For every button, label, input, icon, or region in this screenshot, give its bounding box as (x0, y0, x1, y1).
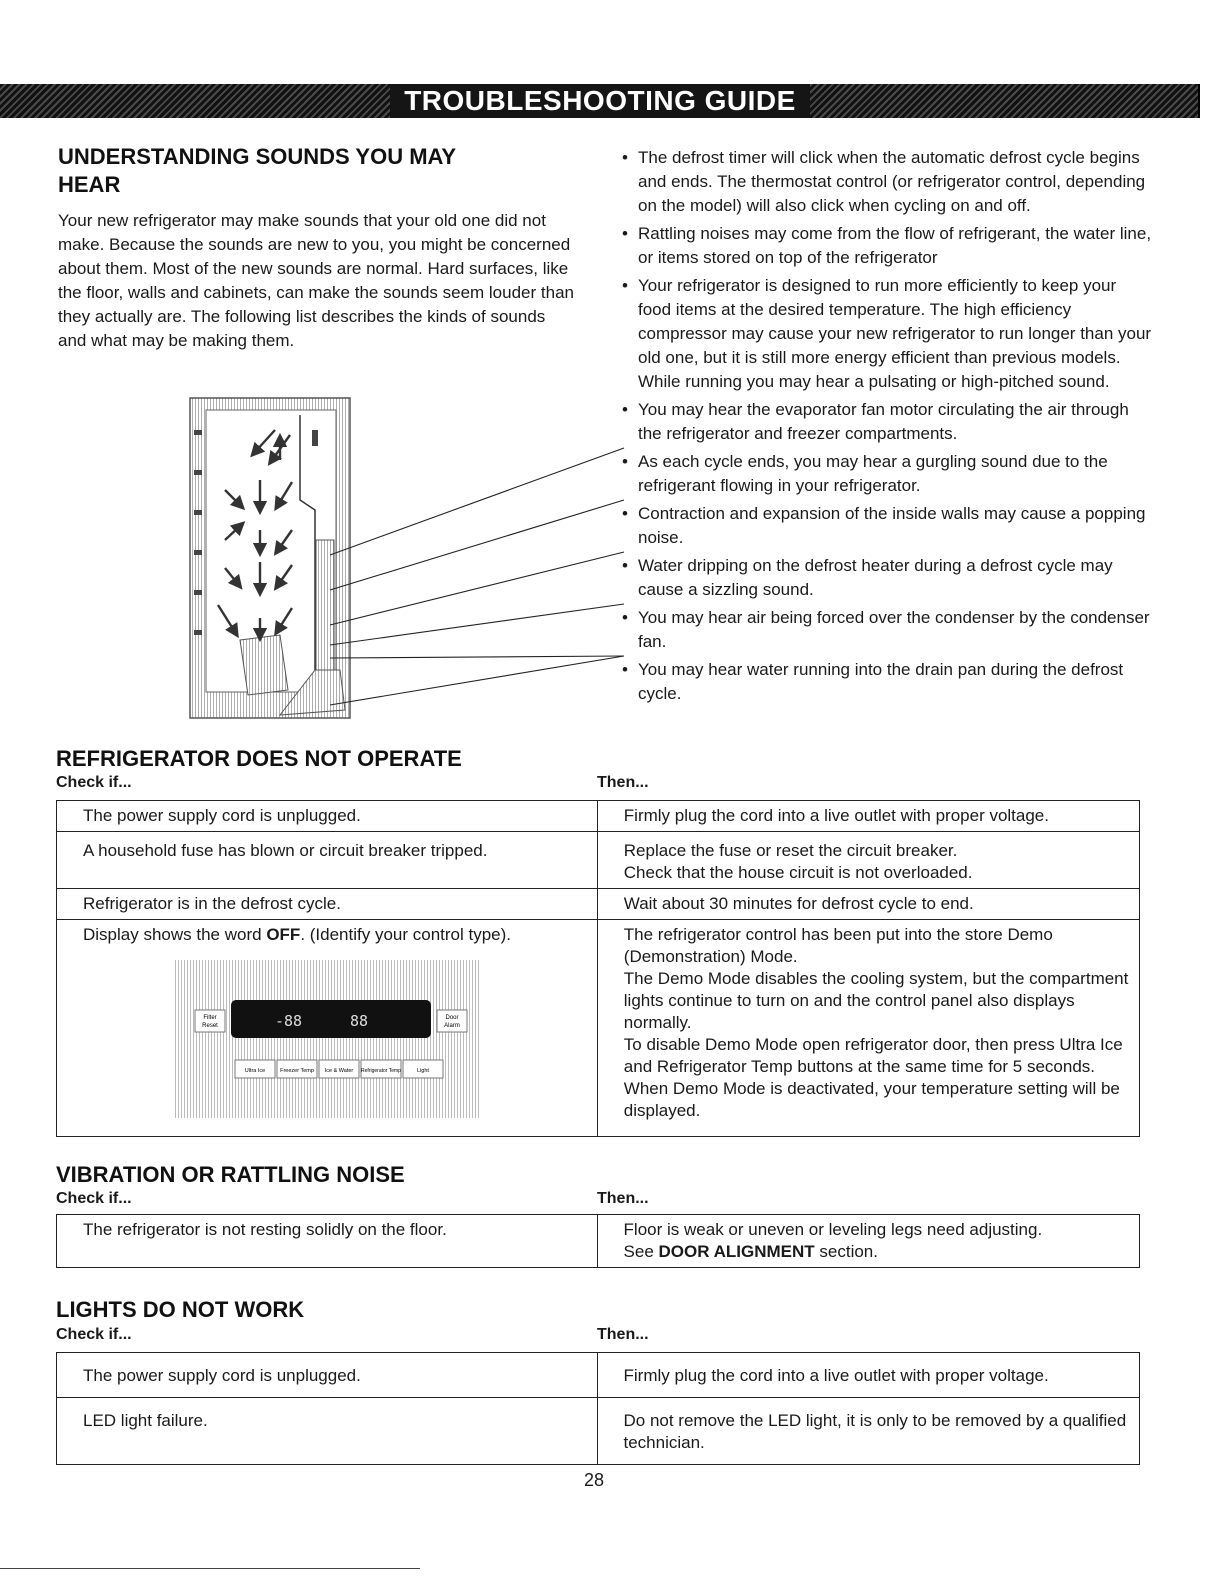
not-operate-table (56, 800, 1140, 1137)
check-cell: LED light failure. (57, 1398, 598, 1465)
reset-label: Reset (202, 1023, 218, 1029)
bullet-text: Water dripping on the defrost heater during a defrost cycle may cause a sizzling sound. (638, 556, 1113, 599)
check-cell: The refrigerator is not resting solidly on the floor. (57, 1215, 598, 1268)
freezer-temp-label: Freezer Temp (280, 1068, 314, 1074)
then-line: Replace the fuse or reset the circuit breaker. (623, 841, 958, 860)
table-row (57, 1215, 1140, 1268)
sounds-heading (58, 143, 456, 199)
then-cell: Do not remove the LED light, it is only to be removed by a qualified technician. (597, 1398, 1140, 1465)
bullet-text: Rattling noises may come from the flow of refrigerant, the water line, or items stored on top of the refrigerator (638, 224, 1152, 267)
list-item: • You may hear water running into the drain pan during the defrost cycle. (622, 660, 1124, 703)
then-cell (597, 920, 1139, 1137)
list-item: • You may hear air being forced over the condenser by the condenser fan. (622, 608, 1150, 651)
sounds-list (622, 146, 1152, 710)
then-line: The Demo Mode disables the cooling system, but the compartment lights continue to turn on and the control panel also displays normally. (623, 969, 1129, 1032)
then-line: Floor is weak or uneven or leveling legs need adjusting. (623, 1220, 1043, 1239)
bullet-text: You may hear the evaporator fan motor circulating the air through the refrigerator and freezer compartments. (638, 400, 1129, 443)
check-text: Display shows the word (83, 925, 267, 944)
light-label: Light (417, 1068, 429, 1074)
fridge-temp-label: Refrigerator Temp (361, 1068, 401, 1074)
fridge-digits: 88 (350, 1012, 369, 1030)
then-cell (597, 1215, 1139, 1268)
page-title: TROUBLESHOOTING GUIDE (390, 84, 810, 118)
off-word: OFF (266, 925, 301, 944)
then-cell: Firmly plug the cord into a live outlet with proper voltage. (597, 1353, 1140, 1398)
table-row (57, 832, 1140, 889)
then-cell (597, 801, 1139, 832)
vibration-heading: VIBRATION OR RATTLING NOISE (56, 1162, 405, 1187)
list-item: • Rattling noises may come from the flow of refrigerant, the water line, or items stored on top of the refrigerator (622, 224, 1152, 267)
check-if-label: Check if... (56, 1190, 132, 1207)
sounds-heading-line1: UNDERSTANDING SOUNDS YOU MAY (58, 144, 457, 169)
door-alignment-ref: DOOR ALIGNMENT (658, 1242, 815, 1261)
sounds-intro: Your new refrigerator may make sounds that your old one did not make. Because the sounds are new to you, you might be concerned about them. Most of the new sounds are normal. Hard surfaces, like the floor, walls and cabinets, can make the sounds seem louder than they actually are. The following list describes the kinds of sounds and what may be making them. (58, 211, 574, 350)
sounds-heading-line2: HEAR (58, 172, 121, 197)
bullet-text: Your refrigerator is designed to run more efficiently to keep your food items at the desired temperature. The high efficiency compressor may cause your new refrigerator to run longer than your old one, but it is still more energy efficient than previous models. While running you may hear a pulsating or high-pitched sound. (638, 276, 1152, 391)
vibration-table (56, 1214, 1140, 1268)
ice-water-label: Ice & Water (324, 1068, 354, 1074)
list-item: • You may hear the evaporator fan motor circulating the air through the refrigerator and freezer compartments. (622, 400, 1129, 443)
table-row (57, 1398, 1140, 1465)
bullet-text: You may hear air being forced over the condenser by the condenser fan. (638, 608, 1150, 651)
check-cell: A household fuse has blown or circuit breaker tripped. (57, 832, 598, 889)
list-item: • As each cycle ends, you may hear a gurgling sound due to the refrigerant flowing in your refrigerator. (622, 452, 1108, 495)
filter-label: Filter (203, 1015, 217, 1021)
footer-rule (0, 1568, 420, 1569)
then-cell (597, 889, 1139, 920)
then-line (624, 1241, 1131, 1263)
then-cell (597, 832, 1139, 889)
check-if-label: Check if... (56, 774, 132, 791)
bullet-text: You may hear water running into the drain pan during the defrost cycle. (638, 660, 1124, 703)
check-cell: The power supply cord is unplugged. (57, 1353, 598, 1398)
list-item: • Contraction and expansion of the inside walls may cause a popping noise. (622, 504, 1146, 547)
alarm-label: Alarm (444, 1023, 460, 1029)
table-row (57, 801, 1140, 832)
list-item: • Water dripping on the defrost heater during a defrost cycle may cause a sizzling sound. (622, 556, 1113, 599)
control-panel-illustration (175, 960, 589, 1126)
list-item: • The defrost timer will click when the automatic defrost cycle begins and ends. The thermostat control (or refrigerator control, depending on the model) will also click when cycling on and off. (622, 148, 1146, 215)
table-row (57, 920, 1140, 1137)
check-cell: Refrigerator is in the defrost cycle. (57, 889, 598, 920)
then-label: Then... (597, 1190, 649, 1207)
page-number: 28 (584, 1470, 605, 1490)
lights-table (56, 1352, 1140, 1465)
freezer-digits: -88 (275, 1012, 303, 1030)
banner-edge (1198, 84, 1200, 118)
check-if-label: Check if... (56, 1326, 132, 1343)
then-line: Check that the house circuit is not overloaded. (623, 863, 973, 882)
bullet-text: As each cycle ends, you may hear a gurgling sound due to the refrigerant flowing in your refrigerator. (638, 452, 1108, 495)
check-cell: The power supply cord is unplugged. (57, 801, 598, 832)
check-text: . (Identify your control type). (300, 925, 512, 944)
table-row (57, 889, 1140, 920)
bullet-text: The defrost timer will click when the automatic defrost cycle begins and ends. The thermostat control (or refrigerator control, depending on the model) will also click when cycling on and off. (638, 148, 1146, 215)
then-line: To disable Demo Mode open refrigerator door, then press Ultra Ice and Refrigerator Temp buttons at the same time for 5 seconds. When Demo Mode is deactivated, your temperature setting will be displayed. (623, 1035, 1123, 1120)
then-line: Firmly plug the cord into a live outlet with proper voltage. (623, 806, 1049, 825)
then-line: Wait about 30 minutes for defrost cycle to end. (623, 894, 974, 913)
then-text: section. (814, 1242, 878, 1261)
check-cell (57, 920, 598, 1137)
fridge-cutaway-illustration (180, 390, 640, 730)
bullet-text: Contraction and expansion of the inside walls may cause a popping noise. (638, 504, 1146, 547)
lights-heading: LIGHTS DO NOT WORK (56, 1297, 305, 1322)
then-line: The refrigerator control has been put into the store Demo (Demonstration) Mode. (623, 925, 1053, 966)
door-label: Door (445, 1015, 459, 1021)
not-operate-heading: REFRIGERATOR DOES NOT OPERATE (56, 746, 462, 771)
table-row (57, 1353, 1140, 1398)
then-label: Then... (597, 774, 649, 791)
title-banner (0, 84, 1200, 118)
list-item: • Your refrigerator is designed to run more efficiently to keep your food items at the desired temperature. The high efficiency compressor may cause your new refrigerator to run longer than your old one, but it is still more energy efficient than previous models. While running you may hear a pulsating or high-pitched sound. (622, 276, 1152, 391)
ultra-ice-label: Ultra Ice (244, 1068, 266, 1074)
then-label: Then... (597, 1326, 649, 1343)
then-text: See (623, 1242, 659, 1261)
